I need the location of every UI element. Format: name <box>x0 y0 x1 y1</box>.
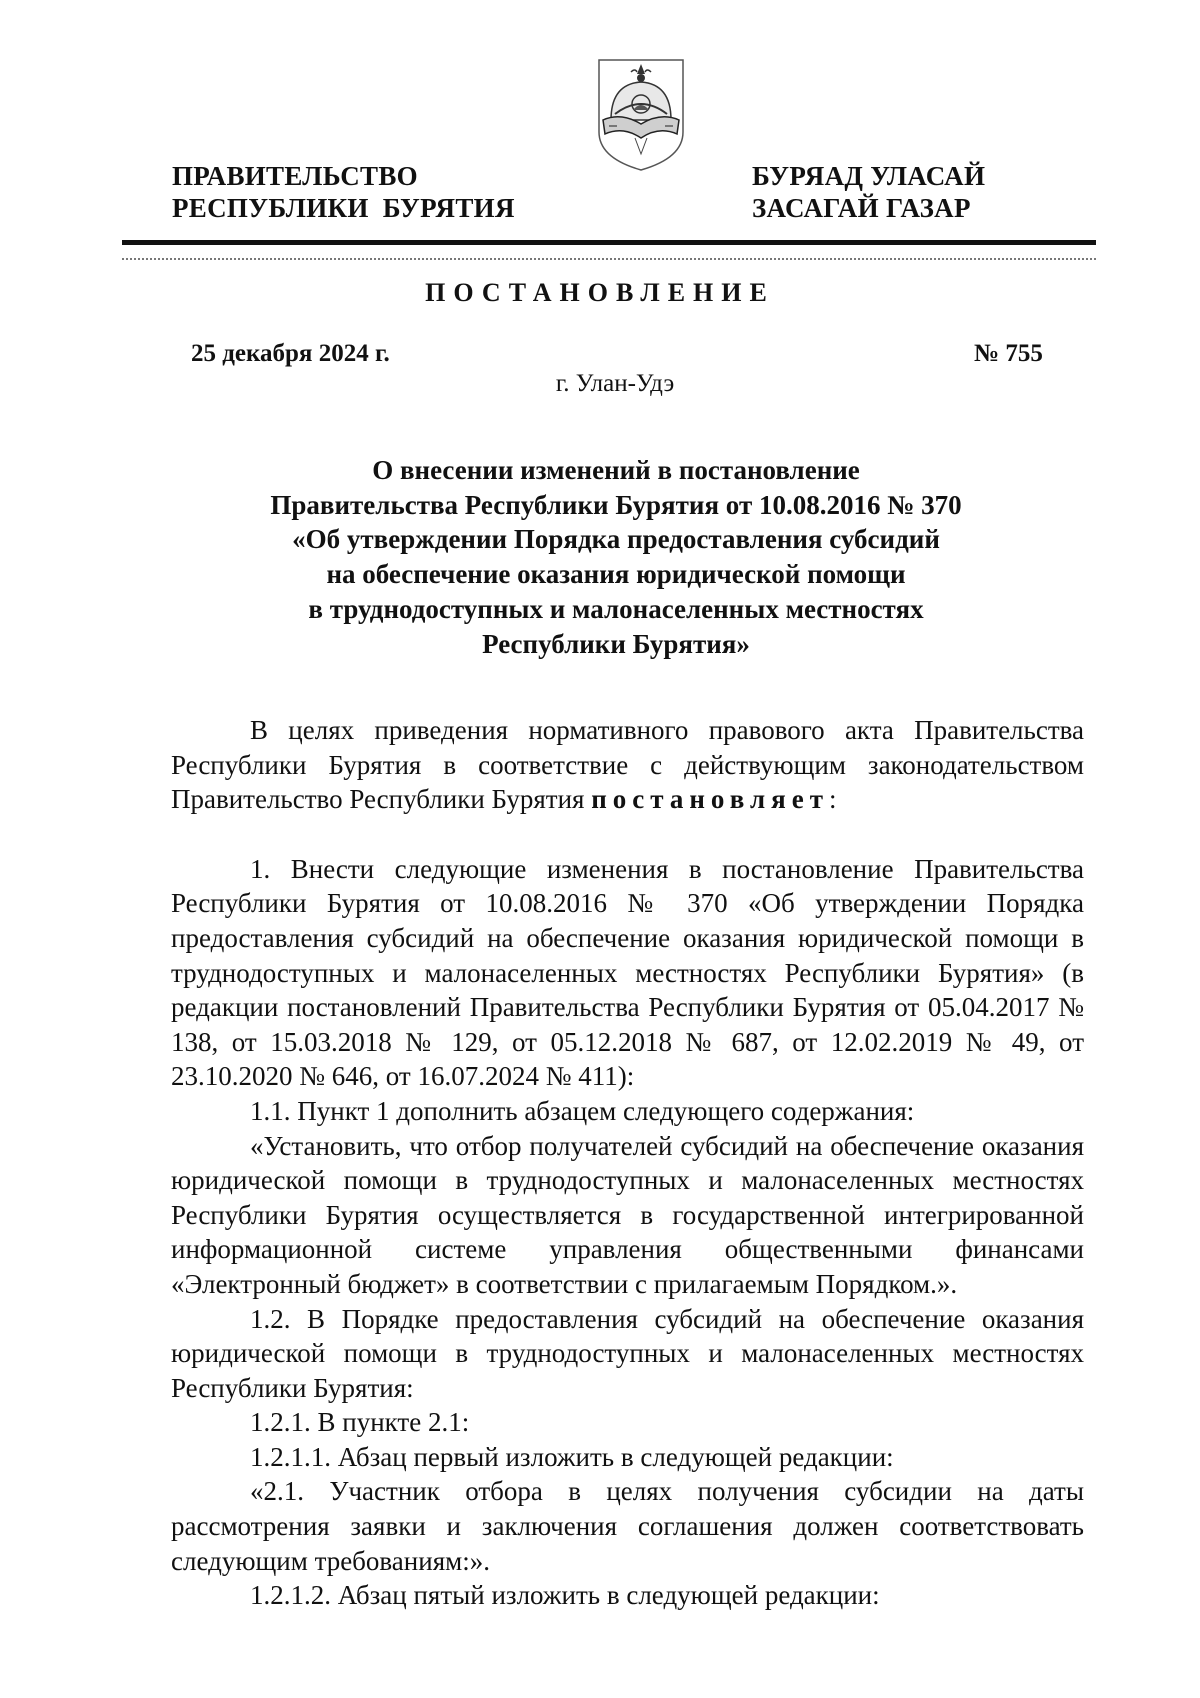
document-body <box>171 713 1084 1613</box>
subject-line: Правительства Республики Бурятия от 10.08.2016 № 370 <box>270 489 962 520</box>
header-divider-thick <box>122 240 1096 245</box>
coat-of-arms-icon <box>591 54 691 174</box>
item-1-1: 1.1. Пункт 1 дополнить абзацем следующего содержания: <box>250 1095 915 1126</box>
preamble-end: : <box>828 784 837 815</box>
preamble-text: В целях приведения нормативного правового акта Правительства Республики Бурятия в соответствие с действующим законодательством Правительство Республики Бурятия <box>171 715 1084 815</box>
item-1-2-1-2: 1.2.1.2. Абзац пятый изложить в следующей редакции: <box>250 1580 880 1611</box>
document-city: г. Улан-Удэ <box>555 370 675 397</box>
item-1-2-1-1: 1.2.1.1. Абзац первый изложить в следующей редакции: <box>250 1441 894 1472</box>
preamble-paragraph <box>171 713 1084 817</box>
decree-word: постановляет <box>591 784 829 815</box>
item-1-2-1-1-quote: «2.1. Участник отбора в целях получения субсидии на даты рассмотрения заявки и заключения соглашения должен соответствовать следующим требованиям:». <box>171 1476 1084 1576</box>
item-1-2: 1.2. В Порядке предоставления субсидий на обеспечение оказания юридической помощи в труднодоступных и малонаселенных местностях Республики Бурятия: <box>171 1303 1084 1403</box>
document-subject <box>170 453 1062 661</box>
government-name-line1: ПРАВИТЕЛЬСТВО <box>172 161 418 191</box>
subject-line: О внесении изменений в постановление <box>372 455 860 485</box>
document-type-title: ПОСТАНОВЛЕНИЕ <box>425 278 775 307</box>
document-number: № 755 <box>974 340 1043 367</box>
item-1-1-quote: «Установить, что отбор получателей субсидий на обеспечение оказания юридической помощи в труднодоступных и малонаселенных местностях Республики Бурятия осуществляется в государственной интегрированной информационной системе управления общественными финансами «Электронный бюджет» в соответствии с прилагаемым Порядком.». <box>171 1130 1084 1299</box>
subject-line: в труднодоступных и малонаселенных местностях <box>308 593 924 624</box>
government-name-buryat-line1: БУРЯАД УЛАСАЙ <box>752 161 986 191</box>
item-1-2-1: 1.2.1. В пункте 2.1: <box>250 1407 470 1438</box>
government-name-buryat-line2: ЗАСАГАЙ ГАЗАР <box>752 193 971 223</box>
government-name-line2: РЕСПУБЛИКИ БУРЯТИЯ <box>172 193 515 223</box>
subject-line: «Об утверждении Порядка предоставления субсидий <box>292 524 940 555</box>
subject-line: Республики Бурятия» <box>482 628 750 659</box>
paragraph-gap <box>171 817 1084 852</box>
government-name-buryat <box>752 160 1052 224</box>
subject-line: на обеспечение оказания юридической помощи <box>326 559 906 590</box>
item-1: 1. Внести следующие изменения в постановление Правительства Республики Бурятия от 10.08.2016 № 370 «Об утверждении Порядка предоставления субсидий на обеспечение оказания юридической помощи в труднодоступных и малонаселенных местностях Республики Бурятия» (в редакции постановлений Правительства Республики Бурятия от 05.04.2017 № 138, от 15.03.2018 № 129, от 05.12.2018 № 687, от 12.02.2019 № 49, от 23.10.2020 № 646, от 16.07.2024 № 411): <box>171 853 1084 1092</box>
header-divider-dotted <box>122 258 1096 260</box>
government-name-russian <box>172 160 552 224</box>
document-date: 25 декабря 2024 г. <box>191 340 390 367</box>
